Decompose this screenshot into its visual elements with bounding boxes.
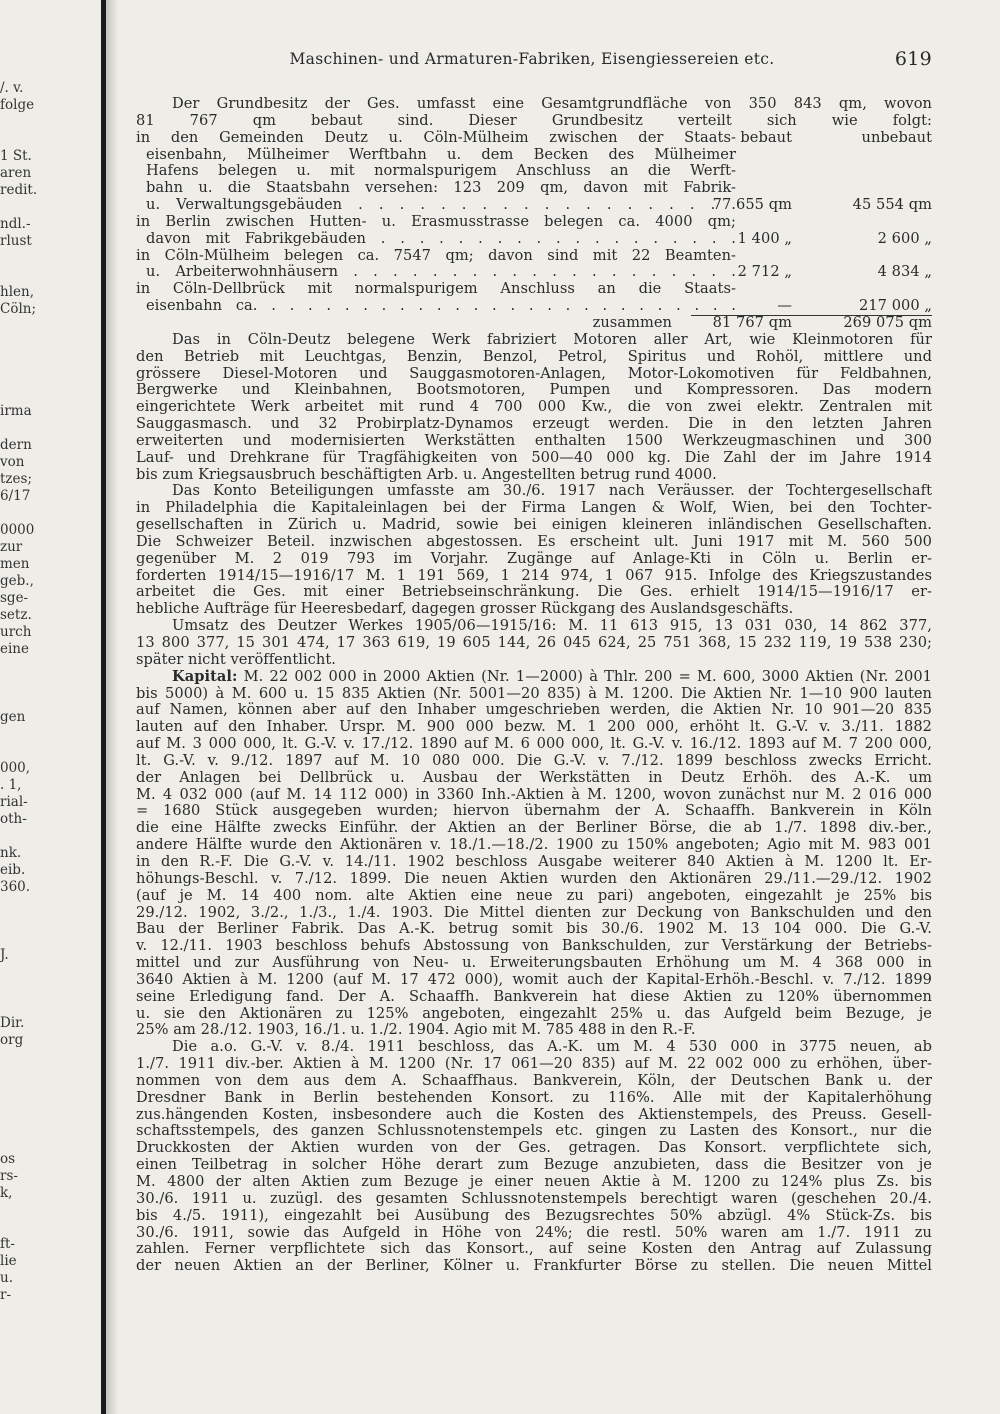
total-label: zusammen	[592, 314, 672, 331]
works-line-line: erweiterten und modernisierten Werkstätten enthalten 1500 Werkzeugmaschinen und 300	[136, 432, 932, 449]
land-parcel-description: davon mit Fabrikgebäuden . . . . . . . . . . . . . . . . . . .	[146, 230, 736, 247]
margin-fragment	[0, 726, 42, 743]
margin-fragment: org	[0, 1032, 24, 1048]
capital-line: M. 4 032 000 (auf M. 14 112 000) in 3360 Inh.-Aktien à M. 1200, wovon zunächst nur M. 2 016 000	[136, 786, 932, 803]
land-table-line	[136, 298, 932, 315]
binding-shadow	[106, 0, 118, 1414]
margin-fragment: 6/17	[0, 488, 31, 504]
participations-line-line: forderten 1914/15—1916/17 M. 1 191 569, 1 214 974, 1 067 915. Infolge des Kriegszustandes	[136, 567, 932, 584]
capital-increase-line: einen Teilbetrag in solcher Höhe derart zum Bezuge anzubieten, dass die Besitzer von je	[136, 1157, 932, 1174]
total-unbuilt-value: 269 075 qm	[843, 314, 932, 331]
margin-fragment: 0000	[0, 522, 35, 538]
margin-fragment	[0, 1049, 42, 1066]
margin-fragment	[0, 896, 42, 913]
built-area-value: 2 712 „	[737, 264, 792, 281]
capital-increase-line: 1./7. 1911 div.-ber. Aktien à M. 1200 (Nr. 17 061—20 835) auf M. 22 002 000 zu erhöhen, über-	[136, 1056, 932, 1073]
works-line-line: Bergwerke und Kleinbahnen, Bootsmotoren, Pumpen und Kompressoren. Das modern	[136, 382, 932, 399]
margin-fragment: eib.	[0, 862, 26, 878]
capital-line: auf Namen, können aber auf den Inhaber umgeschrieben werden, die Aktien Nr. 10 901—20 835	[136, 702, 932, 719]
capital-line: der Anlagen bei Dellbrück u. Ausbau der Werkstätten in Deutz Erhöh. des A.-K. um	[136, 769, 932, 786]
margin-fragment: u.	[0, 1270, 13, 1286]
margin-fragment: folge	[0, 97, 35, 113]
margin-fragment	[0, 675, 42, 692]
margin-fragment	[0, 1202, 42, 1219]
margin-fragment	[0, 114, 42, 131]
margin-fragment: os	[0, 1151, 16, 1167]
land-parcel-description: in den Gemeinden Deutz u. Cöln-Mülheim zwischen der Staats-	[136, 129, 736, 146]
land-table-line	[136, 248, 932, 265]
margin-fragment: gen	[0, 709, 26, 725]
margin-fragment	[0, 828, 42, 845]
capital-increase-line: schaftsstempels, des ganzen Schlussnotenstempels etc. gingen zu Lasten des Konsort., nur die	[136, 1123, 932, 1140]
capital-increase-line: nommen von dem aus dem A. Schaaffhaus. Bankverein, Köln, der Deutschen Bank u. der	[136, 1072, 932, 1089]
margin-fragment: J.	[0, 947, 9, 963]
capital-line: = 1680 Stück ausgegeben wurden; hiervon übernahm der A. Schaaffh. Bankverein in Köln	[136, 803, 932, 820]
land-table-line	[136, 264, 932, 281]
land-table-line	[136, 214, 932, 231]
margin-fragment: 1 St.	[0, 148, 32, 164]
unbuilt-area-value: 2 600 „	[877, 230, 932, 247]
turnover-line-line: Umsatz des Deutzer Werkes 1905/06—1915/16: M. 11 613 915, 13 031 030, 14 862 377,	[172, 618, 932, 635]
land-table-line	[136, 197, 932, 214]
margin-fragment	[0, 930, 42, 947]
land-table-line	[136, 231, 932, 248]
margin-fragment	[0, 318, 42, 335]
paragraph-turnover	[136, 618, 932, 669]
margin-fragment: hlen,	[0, 284, 34, 300]
margin-fragment: r-	[0, 1287, 12, 1303]
margin-fragment	[0, 335, 42, 352]
capital-line: lt. G.-V. v. 9./12. 1897 auf M. 10 080 000. Die G.-V. v. 7./12. 1899 beschloss zwecks Erricht.	[136, 752, 932, 769]
margin-fragment: setz.	[0, 607, 32, 623]
works-line-line: Lauf- und Drehkrane für Tragfähigkeiten von 500—40 000 kg. Die Zahl der im Jahre 1914	[136, 449, 932, 466]
page-number: 619	[894, 48, 932, 70]
margin-fragment: ft-	[0, 1236, 15, 1252]
capital-increase-line: der neuen Aktien an der Berliner, Kölner u. Frankfurter Börse zu stellen. Die neuen Mittel	[136, 1258, 932, 1275]
capital-increase-line: 30./6. 1911 u. zuzügl. des gesamten Schlussnotenstempels berechtigt waren (geschehen 20./4.	[136, 1190, 932, 1207]
capital-line: 29./12. 1902, 3./2., 1./3., 1./4. 1903. Die Mittel dienten zur Deckung von Bankschulden und den	[136, 904, 932, 921]
margin-fragment: irma	[0, 403, 32, 419]
built-area-value: 1 400 „	[737, 230, 792, 247]
paragraph-works	[136, 332, 932, 484]
capital-line: höhungs-Beschl. v. 7./12. 1899. Die neuen Aktien wurden den Aktionären 29./11.—29./12. 1902	[136, 870, 932, 887]
land-table-line	[136, 147, 932, 164]
margin-fragment	[0, 386, 42, 403]
built-area-value: 77 655 qm	[712, 197, 792, 214]
land-table-line	[136, 180, 932, 197]
capital-line: seine Erledigung fand. Der A. Schaaffh. Bankverein hat diese Aktien zu 120% übernommen	[136, 988, 932, 1005]
margin-fragment	[0, 1134, 42, 1151]
margin-fragment	[0, 505, 42, 522]
participations-line-line: Die Schweizer Beteil. inzwischen abgestossen. Es erscheint ult. Juni 1917 mit M. 560 500	[136, 533, 932, 550]
margin-fragment: . 1,	[0, 777, 22, 793]
capital-increase-line: zahlen. Ferner verpflichtete sich das Konsort., auf seine Kosten den Antrag auf Zulassung	[136, 1241, 932, 1258]
land-parcel-description: in Cöln-Mülheim belegen ca. 7547 qm; davon sind mit 22 Beamten-	[136, 247, 736, 264]
turnover-line-line: 13 800 377, 15 301 474, 17 363 619, 19 605 144, 26 045 624, 25 751 368, 15 232 119, 19 538 230;	[136, 635, 932, 651]
margin-fragment: geb.,	[0, 573, 34, 589]
capital-increase-line: M. 4800 der alten Aktien zum Bezuge je einer neuen Aktie à M. 1200 zu 124% plus Zs. bis	[136, 1174, 932, 1190]
intro-line: Der Grundbesitz der Ges. umfasst eine Gesamtgrundfläche von 350 843 qm, wovon	[172, 96, 932, 112]
land-parcel-description: in Cöln-Dellbrück mit normalspurigem Anschluss an die Staats-	[136, 281, 736, 298]
margin-fragment: nk.	[0, 845, 22, 861]
margin-fragment: men	[0, 556, 30, 572]
works-line-line: grössere Diesel-Motoren und Sauggasmotoren-Anlagen, Motor-Lokomotiven für Feldbahnen,	[136, 365, 932, 382]
intro-paragraph	[136, 96, 932, 130]
margin-fragment	[0, 964, 42, 981]
paragraph-capital-increase-1911	[136, 1039, 932, 1275]
column-header-built: bebaut	[740, 129, 792, 146]
margin-fragment: zur	[0, 539, 23, 555]
land-parcel-description: bahn u. die Staatsbahn versehen: 123 209 qm, davon mit Fabrik-	[146, 180, 736, 197]
margin-fragment	[0, 1100, 42, 1117]
land-parcel-description: eisenbahn, Mülheimer Werftbahn u. dem Becken des Mülheimer	[146, 146, 736, 163]
unbuilt-area-value: 45 554 qm	[852, 197, 932, 214]
participations-line-line: arbeitet die Ges. mit einer Betriebseinschränkung. Die Ges. erhielt 1914/15—1916/17 er-	[136, 584, 932, 601]
works-line-line: Das in Cöln-Deutz belegene Werk fabriziert Motoren aller Art, wie Kleinmotoren für	[172, 331, 932, 348]
capital-increase-line: zus.hängenden Kosten, insbesondere auch die Kosten des Aktienstempels, des Preuss. Gesell-	[136, 1106, 932, 1123]
margin-fragment: 000,	[0, 760, 31, 776]
capital-line: die eine Hälfte zwecks Einführ. der Aktien an der Berliner Börse, die ab 1./7. 1898 div.-ber.,	[136, 820, 932, 837]
total-built-value: 81 767 qm	[712, 314, 792, 331]
margin-fragment: oth-	[0, 811, 27, 827]
margin-fragment: sge-	[0, 590, 29, 606]
margin-fragment	[0, 658, 42, 675]
margin-fragment	[0, 199, 42, 216]
capital-line: Bau der Berliner Fabrik. Das A.-K. betrug somit bis 30./6. 1902 M. 13 104 000. Die G.-V.	[136, 921, 932, 938]
margin-fragment: redit.	[0, 182, 38, 198]
participations-line-line: in Philadelphia die Kapitaleinlagen bei der Firma Langen & Wolf, Wien, bei den Tochter-	[136, 500, 932, 517]
capital-label: Kapital:	[172, 668, 238, 685]
land-parcel-description: u. Arbeiterwohnhäusern . . . . . . . . . . . . . . . . . . . .	[146, 264, 736, 281]
unbuilt-area-value: 4 834 „	[877, 264, 932, 281]
margin-fragment: 360.	[0, 879, 31, 895]
paragraph-participations	[136, 483, 932, 618]
margin-fragment	[0, 1219, 42, 1236]
margin-fragment	[0, 743, 42, 760]
land-parcel-description: eisenbahn ca. . . . . . . . . . . . . . . . . . . . . . . . . . .	[146, 298, 736, 315]
margin-fragment	[0, 420, 42, 437]
built-area-value: —	[777, 298, 792, 315]
margin-fragment: aren	[0, 165, 32, 181]
capital-increase-line: 30./6. 1911, sowie das Aufgeld in Höhe von 24%; die restl. 50% waren am 1./7. 1911 zu	[136, 1224, 932, 1241]
land-parcel-description: in Berlin zwischen Hutten- u. Erasmusstrasse belegen ca. 4000 qm;	[136, 213, 736, 230]
capital-first-line: M. 22 002 000 in 2000 Aktien (Nr. 1—2000) à Thlr. 200 = M. 600, 3000 Aktien (Nr. 2001	[237, 668, 932, 685]
participations-line-line: gesellschaften in Zürich u. Madrid, sowie bei einigen kleineren inländischen Gesellschaften.	[136, 517, 932, 534]
land-parcel-description: Hafens belegen u. mit normalspurigem Anschluss an die Werft-	[146, 163, 736, 180]
capital-increase-line: Druckkosten der Aktien wurden von der Ges. getragen. Das Konsort. verpflichtete sich,	[136, 1140, 932, 1157]
works-line-line: bis zum Kriegsausbruch beschäftigten Arb. u. Angestellten betrug rund 4000.	[136, 466, 717, 483]
participations-line-line: hebliche Aufträge für Heeresbedarf, dagegen grosser Rückgang des Auslandsgeschäfts.	[136, 601, 794, 618]
margin-fragment	[0, 369, 42, 386]
capital-line: 25% am 28./12. 1903, 16./1. u. 1./2. 1904. Agio mit M. 785 488 in den R.-F.	[136, 1022, 696, 1039]
margin-fragment	[0, 1083, 42, 1100]
land-parcel-description: u. Verwaltungsgebäuden . . . . . . . . . . . . . . . . . . .	[146, 197, 736, 214]
margin-fragment	[0, 267, 42, 284]
capital-line: auf M. 3 000 000, lt. G.-V. v. 17./12. 1890 auf M. 6 000 000, lt. G.-V. v. 16./12. 1893 auf M. 7 200 000,	[136, 736, 932, 753]
margin-fragment: eine	[0, 641, 29, 657]
land-table-line	[136, 281, 932, 298]
margin-fragment	[0, 131, 42, 148]
paragraph-capital	[136, 669, 932, 1040]
capital-increase-line: bis 4./5. 1911), eingezahlt bei Ausübung des Bezugsrechtes 50% abzügl. 4% Stück-Zs. bis	[136, 1207, 932, 1224]
capital-line: 3640 Aktien à M. 1200 (auf M. 17 472 000), womit auch der Kapital-Erhöh.-Beschl. v. 7./12. 1899	[136, 971, 932, 988]
intro-line: 81 767 qm bebaut sind. Dieser Grundbesitz verteilt sich wie folgt:	[136, 112, 932, 129]
capital-line: lauten auf den Inhaber. Urspr. M. 900 000 bezw. M. 1 200 000, erhöht lt. G.-V. v. 3./11. 1882	[136, 719, 932, 736]
land-table-total	[136, 315, 932, 332]
column-header-unbuilt: unbebaut	[861, 129, 932, 146]
margin-fragment: Dir.	[0, 1015, 25, 1031]
capital-line: andere Hälfte wurde den Aktionären v. 18./1.—18./2. 1900 zu 150% angeboten; Agio mit M. 983 001	[136, 837, 932, 854]
unbuilt-area-value: 217 000 „	[859, 298, 932, 315]
participations-line-line: gegenüber M. 2 019 793 im Vorjahr. Zugänge auf Anlage-Kti in Cöln u. Berlin er-	[136, 550, 932, 567]
capital-line: v. 12./11. 1903 beschloss behufs Abstossung von Bankschulden, zur Verstärkung der Betriebs-	[136, 938, 932, 955]
capital-line: in den R.-F. Die G.-V. v. 14./11. 1902 beschloss Ausgabe weiterer 840 Aktien à M. 1200 lt. Er-	[136, 853, 932, 870]
capital-line: (auf je M. 14 400 nom. alte Aktien eine neue zu pari) angeboten, eingezahlt je 25% bis	[136, 887, 932, 904]
margin-fragment: lie	[0, 1253, 17, 1269]
capital-line: bis 5000) à M. 600 u. 15 835 Aktien (Nr. 5001—20 835) à M. 1200. Die Aktien Nr. 1—10 900 lauten	[136, 685, 932, 702]
capital-line: u. sie den Aktionären zu 125% angeboten, eingezahlt 25% u. das Aufgeld beim Bezuge, je	[136, 1005, 932, 1022]
margin-fragment	[0, 1117, 42, 1134]
turnover-line-line: später nicht veröffentlicht.	[136, 651, 336, 668]
margin-fragment	[0, 250, 42, 267]
running-title: Maschinen- und Armaturen-Fabriken, Eisengiessereien etc.	[289, 50, 775, 68]
works-line-line: eingerichtete Werk arbeitet mit rund 4 700 000 Kw., die von zwei elektr. Zentralen mit	[136, 399, 932, 416]
margin-fragment	[0, 692, 42, 709]
left-margin-fragments	[0, 80, 42, 1304]
margin-fragment: urch	[0, 624, 32, 640]
margin-fragment: k,	[0, 1185, 13, 1201]
margin-fragment	[0, 981, 42, 998]
works-line-line: Sauggasmasch. und 32 Probirplatz-Dynamos erzeugt werden. Die in den letzten Jahren	[136, 416, 932, 433]
participations-line-line: Das Konto Beteiligungen umfasste am 30./6. 1917 nach Veräusser. der Tochtergesellschaft	[172, 483, 932, 500]
margin-fragment: tzes;	[0, 471, 33, 487]
margin-fragment: dern	[0, 437, 32, 453]
capital-line	[136, 669, 932, 686]
margin-fragment: von	[0, 454, 25, 470]
page-body	[136, 96, 932, 1275]
margin-fragment	[0, 352, 42, 369]
margin-fragment: rs-	[0, 1168, 18, 1184]
margin-fragment	[0, 1066, 42, 1083]
works-line-line: den Betrieb mit Leuchtgas, Benzin, Benzol, Petrol, Spiritus und Rohöl, mittlere und	[136, 348, 932, 365]
margin-fragment	[0, 998, 42, 1015]
land-table-line	[136, 130, 932, 147]
capital-increase-line: Dresdner Bank in Berlin bestehenden Konsort. zu 116%. Alle mit der Kapitalerhöhung	[136, 1089, 932, 1106]
margin-fragment: rial-	[0, 794, 28, 810]
capital-line: mittel und zur Ausführung von Neu- u. Erweiterungsbauten Erhöhung um M. 4 368 000 in	[136, 955, 932, 972]
land-table	[136, 130, 932, 332]
margin-fragment: ndl.-	[0, 216, 31, 232]
margin-fragment: rlust	[0, 233, 32, 249]
margin-fragment: Cöln;	[0, 301, 37, 317]
margin-fragment	[0, 913, 42, 930]
capital-increase-line: Die a.o. G.-V. v. 8./4. 1911 beschloss, das A.-K. um M. 4 530 000 in 3775 neuen, ab	[172, 1039, 932, 1056]
land-table-line	[136, 163, 932, 180]
margin-fragment: /. v.	[0, 80, 24, 96]
